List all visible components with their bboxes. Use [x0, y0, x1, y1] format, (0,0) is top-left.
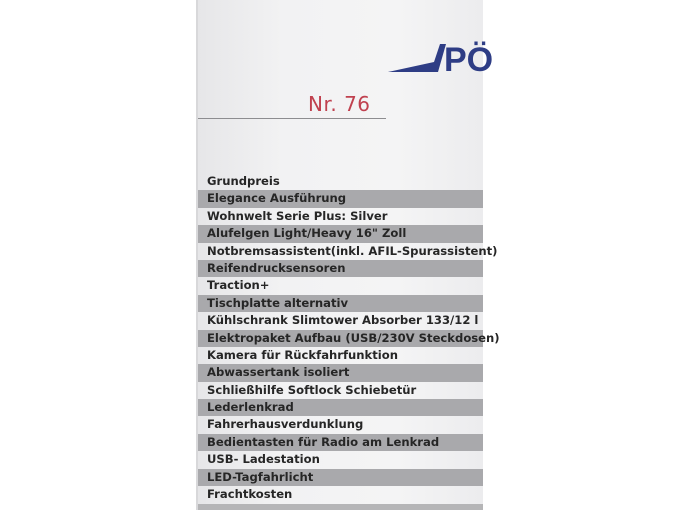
- list-item: Lederlenkrad: [196, 399, 483, 416]
- list-item: Bedientasten für Radio am Lenkrad: [196, 434, 483, 451]
- list-item: Abwassertank isoliert: [196, 364, 483, 381]
- list-item: Notbremsassistent(inkl. AFIL-Spurassistent): [207, 243, 498, 258]
- equipment-list: [196, 173, 500, 503]
- list-item: Alufelgen Light/Heavy 16" Zoll: [196, 225, 483, 242]
- list-item: Elektropaket Aufbau (USB/230V Steckdosen): [196, 330, 483, 347]
- list-item: Tischplatte alternativ: [196, 295, 483, 312]
- list-item: Kühlschrank Slimtower Absorber 133/12 l: [207, 313, 479, 328]
- price-list-sheet: [196, 0, 500, 510]
- list-item: Fahrerhausverdunklung: [207, 417, 364, 432]
- list-item: USB- Ladestation: [207, 452, 320, 467]
- brand-logo: [388, 40, 494, 79]
- list-item: Traction+: [207, 278, 270, 293]
- list-item: LED-Tagfahrlicht: [196, 469, 483, 486]
- list-item: Frachtkosten: [207, 487, 293, 502]
- page-title: Nr. 76: [308, 92, 371, 116]
- brand-logo-text: PÖ: [444, 41, 494, 79]
- list-item: Schließhilfe Softlock Schiebetür: [207, 382, 417, 397]
- bottom-divider: [196, 504, 483, 510]
- page-edge: [196, 0, 198, 510]
- list-item: Grundpreis: [207, 174, 280, 188]
- list-item: Kamera für Rückfahrfunktion: [207, 347, 398, 362]
- list-item: Wohnwelt Serie Plus: Silver: [207, 208, 388, 223]
- list-item: Elegance Ausführung: [196, 190, 483, 207]
- title-underline: [196, 118, 386, 119]
- list-item: Reifendrucksensoren: [196, 260, 483, 277]
